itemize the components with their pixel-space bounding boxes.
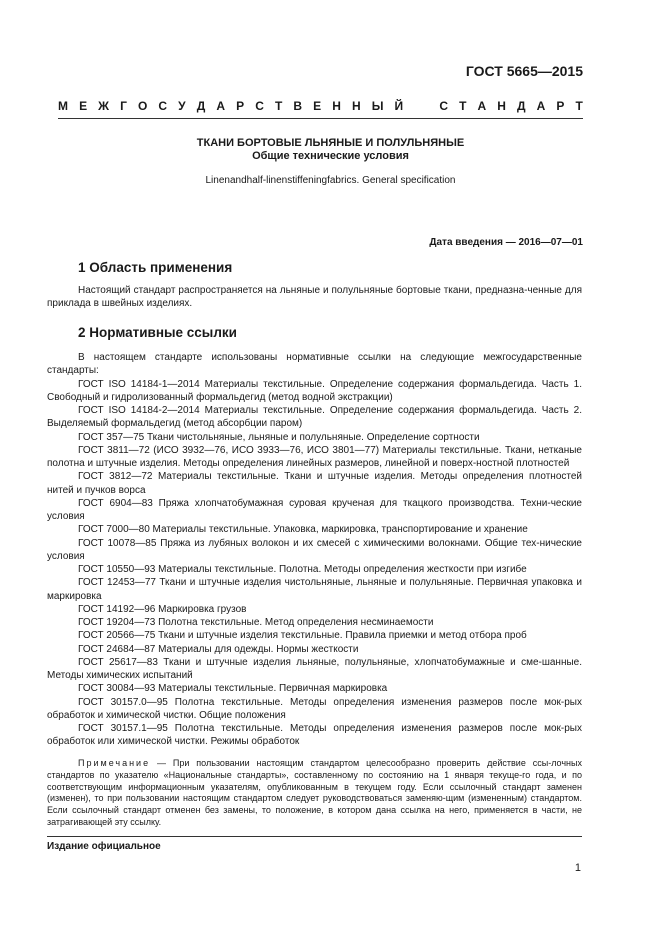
banner-letter: Т — [459, 99, 467, 113]
paragraph: Настоящий стандарт распространяется на льняные и полульняные бортовые ткани, предназна-ченные для приклада в швейных изделиях. — [47, 285, 582, 310]
reference-item: ГОСТ 6904—83 Пряжа хлопчатобумажная суровая крученая для ткацкого производства. Техни-ческие условия — [47, 497, 582, 522]
banner-letter: Ы — [371, 99, 384, 113]
banner-letter: М — [58, 99, 68, 113]
reference-item: ГОСТ 3812—72 Материалы текстильные. Ткани и штучные изделия. Методы определения плотностей нитей и пучков ворса — [47, 471, 582, 496]
banner-letter: Е — [313, 99, 322, 113]
reference-item: ГОСТ 20566—75 Ткани и штучные изделия текстильные. Правила приемки и метод отбора проб — [78, 630, 527, 642]
banner-letter: Р — [236, 99, 245, 113]
reference-item: ГОСТ 25617—83 Ткани и штучные изделия льняные, полульняные, хлопчатобумажные и сме-шанные. Методы химических испытаний — [47, 656, 582, 681]
banner-letter: Д — [517, 99, 526, 113]
interstate-standard-banner — [58, 99, 583, 113]
note-text: — При пользовании настоящим стандартом целесообразно проверить действие ссы-лочных стандартов по указателю «Национальные стандарты», составленному по состоянию на 1 января текуще-го года, и по соответствующим информационным указателям, опубликованным в текущем году. Если ссылочный стандарт заменен (изменен), то при пользовании настоящим стандартом следует руководствоваться заменяю-щим (измененным) стандартом. Если ссылочный стандарт отменен без замены, то положение, в котором дана ссылка на него, применяется в части, не затрагивающей эту ссылку. — [47, 758, 582, 827]
english-title: Linenandhalf-linenstiffeningfabrics. General specification — [205, 175, 456, 186]
official-edition-label: Издание официальное — [47, 841, 161, 852]
reference-item: ГОСТ 24684—87 Материалы для одежды. Нормы жесткости — [78, 643, 359, 655]
banner-letter: Н — [332, 99, 341, 113]
section-2-body — [47, 351, 582, 749]
page-number: 1 — [574, 862, 581, 874]
banner-letter: А — [216, 99, 226, 113]
banner-letter: В — [293, 99, 303, 113]
banner-letter: Й — [394, 99, 404, 113]
reference-item: ГОСТ 7000—80 Материалы текстильные. Упаковка, маркировка, транспортирование и хранение — [78, 524, 528, 536]
banner-gap — [414, 99, 428, 113]
banner-letter: Е — [79, 99, 88, 113]
banner-letter: Т — [274, 99, 283, 113]
reference-item: ГОСТ 357—75 Ткани чистольняные, льняные и полульняные. Определение сортности — [78, 431, 480, 443]
note-block — [47, 758, 582, 829]
banner-letter: Р — [556, 99, 565, 113]
note-label: Примечание — [78, 758, 151, 768]
section-1-heading: 1 Область применения — [78, 260, 233, 275]
banner-letter: Ж — [98, 99, 110, 113]
banner-letter: С — [439, 99, 448, 113]
reference-item: ГОСТ 10550—93 Материалы текстильные. Полотна. Методы определения жесткости при изгибе — [78, 564, 527, 575]
note-paragraph — [47, 758, 582, 829]
date-of-introduction: Дата введения — 2016—07—01 — [429, 237, 583, 248]
reference-item: ГОСТ 19204—73 Полотна текстильные. Метод определения несминаемости — [78, 617, 434, 628]
title-line-1: ТКАНИ БОРТОВЫЕ ЛЬНЯНЫЕ И ПОЛУЛЬНЯНЫЕ — [196, 137, 465, 149]
reference-item: ГОСТ 3811—72 (ИСО 3932—76, ИСО 3933—76, ИСО 3801—77) Материалы текстильные. Ткани, нетканые полотна и штучные изделия. Методы определения линейных размеров, линейной и поверх-ностной плотностей — [47, 444, 582, 469]
reference-item: ГОСТ 30157.0—95 Полотна текстильные. Методы определения изменения размеров после мок-рых обработок и химической чистки. Общие положения — [47, 696, 582, 721]
reference-item: ГОСТ 30084—93 Материалы текстильные. Первичная маркировка — [78, 683, 388, 695]
banner-letter: С — [255, 99, 264, 113]
banner-letter: Д — [196, 99, 206, 113]
banner-letter: О — [138, 99, 148, 113]
reference-item: ГОСТ 10078—85 Пряжа из лубяных волокон и их смесей с химическими волокнами. Общие тех-нические условия — [47, 537, 582, 562]
footer-rule — [47, 836, 582, 837]
reference-item: ГОСТ ISO 14184-1—2014 Материалы текстильные. Определение содержания формальдегида. Часть 1. Свободный и гидролизованный формальдегид (метод водной экстракции) — [47, 378, 582, 403]
banner-letter: С — [158, 99, 168, 113]
banner-letter: А — [536, 99, 546, 113]
reference-item: ГОСТ 14192—96 Маркировка грузов — [78, 603, 247, 615]
banner-letter: Н — [497, 99, 506, 113]
banner-letter: Г — [120, 99, 127, 113]
document-number: ГОСТ 5665—2015 — [465, 63, 583, 79]
banner-letter: У — [178, 99, 186, 113]
banner-letter: А — [477, 99, 487, 113]
section-2-heading: 2 Нормативные ссылки — [78, 325, 237, 340]
banner-letter: Т — [575, 99, 583, 113]
section-1-body — [47, 284, 582, 311]
title-line-2: Общие технические условия — [252, 150, 409, 162]
banner-letter: Н — [351, 99, 361, 113]
reference-item: ГОСТ ISO 14184-2—2014 Материалы текстильные. Определение содержания формальдегида. Часть 2. Выделяемый формальдегид (метод абсорбции паром) — [47, 405, 582, 430]
banner-rule — [58, 118, 583, 119]
document-title — [0, 137, 661, 163]
paragraph: В настоящем стандарте использованы нормативные ссылки на следующие межгосударственные стандарты: — [47, 352, 582, 377]
reference-item: ГОСТ 30157.1—95 Полотна текстильные. Методы определения изменения размеров после мок-рых обработок или химической чистки. Режимы обработок — [47, 723, 582, 748]
reference-item: ГОСТ 12453—77 Ткани и штучные изделия чистольняные, льняные и полульняные. Первичная упаковка и маркировка — [47, 577, 582, 602]
